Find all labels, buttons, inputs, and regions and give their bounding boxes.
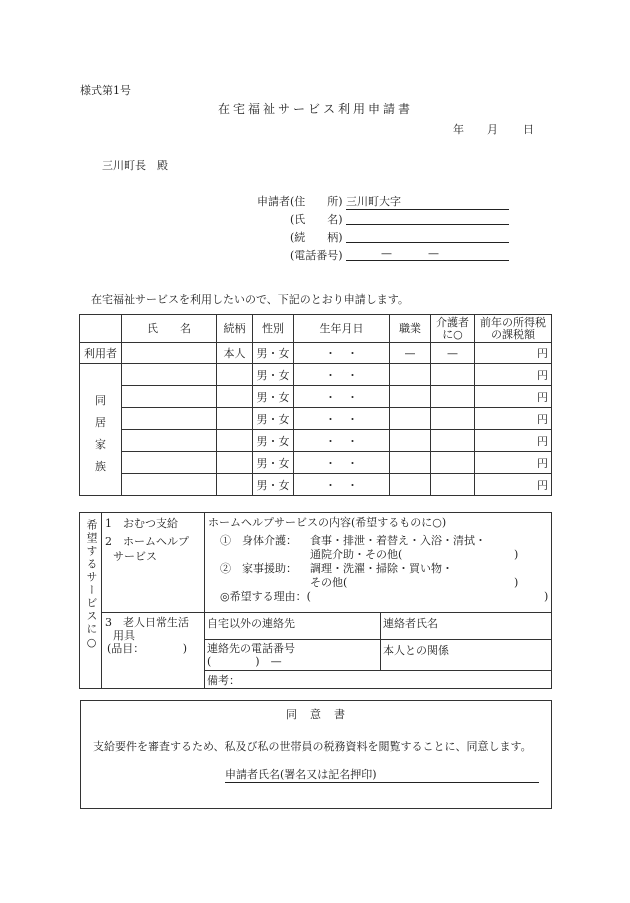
paren-close: ) [514, 576, 519, 589]
user-label: 利用者 [80, 343, 122, 364]
header-cell: 介護者に○ [431, 315, 475, 343]
paren-close: ) [544, 590, 549, 603]
household-table [79, 314, 552, 496]
option-daily-tools-items[interactable]: (品目： ) [107, 642, 188, 655]
relation-cell[interactable] [217, 364, 253, 386]
care-physical-label[interactable]: ① 身体介護： [220, 534, 297, 547]
dob-cell[interactable]: ・ ・ [294, 408, 390, 430]
contact-phone-cell[interactable] [205, 640, 381, 671]
tax-cell[interactable]: 円 [475, 386, 552, 408]
dob-cell[interactable]: ・ ・ [294, 430, 390, 452]
care-physical-row [208, 534, 548, 548]
tax-cell[interactable]: 円 [475, 343, 552, 364]
phone-separator: — [381, 247, 392, 260]
consent-text: 支給要件を審査するため、私及び私の世帯員の税務資料を閲覧することに、同意します。 [93, 740, 532, 753]
paren-close: ) [514, 548, 519, 561]
applicant-label: 申請者 [257, 195, 290, 208]
tax-cell[interactable]: 円 [475, 408, 552, 430]
relation-cell: 本人 [217, 343, 253, 364]
header-cell: 氏 名 [122, 315, 217, 343]
name-cell[interactable] [122, 386, 217, 408]
consent-title: 同 意 書 [286, 708, 346, 721]
table-row [80, 408, 552, 430]
address-value: 三川町大字 [346, 195, 401, 208]
service-options-top [102, 513, 205, 613]
sex-cell[interactable]: 男・女 [253, 430, 294, 452]
carer-cell[interactable] [431, 408, 475, 430]
carer-cell[interactable] [431, 452, 475, 474]
tax-cell[interactable]: 円 [475, 474, 552, 496]
sex-cell[interactable]: 男・女 [253, 408, 294, 430]
remarks-cell[interactable]: 備考： [205, 671, 552, 689]
relation-cell[interactable] [217, 408, 253, 430]
addressee: 三川町長 殿 [102, 159, 168, 172]
tax-cell[interactable]: 円 [475, 430, 552, 452]
phone-field[interactable] [346, 247, 509, 261]
name-label: (氏 名) [290, 213, 343, 226]
carer-cell[interactable] [431, 430, 475, 452]
option-home-help-sub: サービス [113, 550, 157, 563]
intro-text: 在宅福祉サービスを利用したいので、下記のとおり申請します。 [91, 293, 409, 306]
sex-cell[interactable]: 男・女 [253, 474, 294, 496]
relation-cell[interactable] [217, 452, 253, 474]
address-field[interactable] [346, 193, 509, 210]
phone-label: (電話番号) [290, 249, 343, 262]
relation-cell[interactable] [217, 386, 253, 408]
option-diaper[interactable]: 1 おむつ支給 [105, 517, 178, 530]
header-cell: 前年の所得税の課税額 [475, 315, 552, 343]
job-cell[interactable] [390, 408, 431, 430]
phone-separator: — [428, 247, 439, 260]
header-cell [80, 315, 122, 343]
dob-cell[interactable]: ・ ・ [294, 386, 390, 408]
consent-box [80, 700, 552, 809]
date-day: 日 [523, 123, 534, 136]
tax-cell[interactable]: 円 [475, 452, 552, 474]
services-side-label: 希望するサービスに○ [80, 513, 102, 689]
contact-phone-format: ( ) — [207, 655, 282, 668]
sex-cell[interactable]: 男・女 [253, 386, 294, 408]
dob-cell[interactable]: ・ ・ [294, 343, 390, 364]
option-daily-tools-sub: 用具 [113, 629, 135, 642]
contact-phone-label: 連絡先の電話番号 [207, 642, 295, 655]
relation-cell[interactable] [217, 474, 253, 496]
care-housework-row2 [208, 576, 548, 590]
signature-label: 申請者氏名(署名又は記名押印) [225, 768, 377, 781]
home-help-contents [205, 513, 552, 613]
header-cell: 続柄 [217, 315, 253, 343]
home-help-title: ホームヘルプサービスの内容(希望するものに○) [208, 516, 447, 529]
services-table [79, 512, 552, 689]
signature-field[interactable] [225, 766, 539, 783]
table-row [80, 452, 552, 474]
care-physical-other[interactable]: 通院介助・その他( [310, 548, 403, 561]
carer-cell: — [431, 343, 475, 364]
job-cell[interactable] [390, 430, 431, 452]
name-cell[interactable] [122, 430, 217, 452]
care-housework-other[interactable]: その他( [310, 576, 348, 589]
job-cell: — [390, 343, 431, 364]
header-cell: 性別 [253, 315, 294, 343]
sex-cell[interactable]: 男・女 [253, 364, 294, 386]
sex-cell[interactable]: 男・女 [253, 452, 294, 474]
tax-cell[interactable]: 円 [475, 364, 552, 386]
table-row [80, 364, 552, 386]
user-row [80, 343, 552, 364]
family-label: 同 居 家 族 [80, 364, 122, 496]
table-row [80, 386, 552, 408]
care-housework-label[interactable]: ② 家事援助： [220, 562, 297, 575]
job-cell[interactable] [390, 474, 431, 496]
name-cell[interactable] [122, 364, 217, 386]
relation-label: (続 柄) [290, 231, 343, 244]
care-physical-row2 [208, 548, 548, 562]
date-year: 年 [453, 123, 464, 136]
table-row [80, 430, 552, 452]
option-home-help[interactable]: 2 ホームヘルプ [105, 535, 189, 548]
dob-cell[interactable]: ・ ・ [294, 474, 390, 496]
contact-name-cell[interactable]: 連絡者氏名 [381, 613, 552, 640]
option-daily-tools[interactable]: 3 老人日常生活 [105, 616, 189, 629]
name-field[interactable] [346, 211, 509, 225]
name-cell[interactable] [122, 408, 217, 430]
header-cell: 生年月日 [294, 315, 390, 343]
name-cell[interactable] [122, 343, 217, 364]
name-cell[interactable] [122, 452, 217, 474]
form-title: 在宅福祉サービス利用申請書 [218, 102, 414, 116]
care-housework-items: 調理・洗濯・掃除・買い物・ [310, 562, 453, 575]
care-housework-row [208, 562, 548, 576]
service-options-bottom [102, 613, 205, 689]
carer-cell[interactable] [431, 364, 475, 386]
sex-cell[interactable]: 男・女 [253, 343, 294, 364]
form-number: 様式第1号 [80, 84, 131, 97]
reason-row [208, 590, 548, 604]
date-month: 月 [487, 123, 498, 136]
table-header-row [80, 315, 552, 343]
reason-label[interactable]: ◎希望する理由：( [220, 590, 311, 603]
table-row [80, 474, 552, 496]
care-physical-items: 食事・排泄・着替え・入浴・清拭・ [310, 534, 486, 547]
job-cell[interactable] [390, 364, 431, 386]
relation-field[interactable] [346, 229, 509, 243]
carer-cell[interactable] [431, 386, 475, 408]
job-cell[interactable] [390, 452, 431, 474]
relation-cell[interactable]: 本人との関係 [381, 640, 552, 671]
job-cell[interactable] [390, 386, 431, 408]
address-label: (住 所) [290, 195, 343, 208]
name-cell[interactable] [122, 474, 217, 496]
relation-cell[interactable] [217, 430, 253, 452]
dob-cell[interactable]: ・ ・ [294, 452, 390, 474]
header-cell: 職業 [390, 315, 431, 343]
other-contact-cell[interactable]: 自宅以外の連絡先 [205, 613, 381, 640]
dob-cell[interactable]: ・ ・ [294, 364, 390, 386]
carer-cell[interactable] [431, 474, 475, 496]
